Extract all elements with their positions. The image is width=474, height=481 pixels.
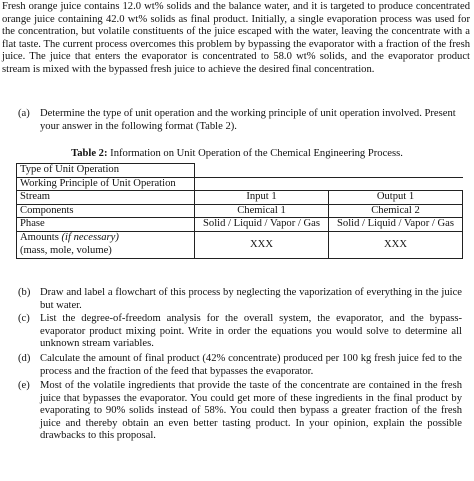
table-caption bbox=[0, 148, 474, 161]
question-e-text: Most of the volatile ingredients that provide the taste of the concentrate are contained in the fresh juice that bypasses the evaporator. You could get more of these ingredients in the final product by evaporating to 90% solids instead of 58%. You could then bypass a greater fraction of the fresh juice and thereby obtain an even better tasting product. In your opinion, explain the possible drawbacks to this proposal. bbox=[40, 380, 462, 442]
output-stream-header: Output 1 bbox=[329, 191, 463, 205]
question-c bbox=[18, 313, 462, 351]
table-row bbox=[17, 191, 463, 205]
question-c-label: (c) bbox=[18, 313, 30, 324]
input-amount-cell: XXX bbox=[195, 231, 329, 258]
row-header-principle: Working Principle of Unit Operation bbox=[17, 177, 195, 191]
output-amount-cell: XXX bbox=[329, 231, 463, 258]
row-header-type: Type of Unit Operation bbox=[17, 164, 195, 178]
row-header-stream: Stream bbox=[17, 191, 195, 205]
row-header-components: Components bbox=[17, 204, 195, 218]
question-b-label: (b) bbox=[18, 287, 31, 298]
table-caption-title: Information on Unit Operation of the Chemical Engineering Process. bbox=[107, 148, 403, 159]
question-b bbox=[18, 287, 462, 312]
output-phase-cell: Solid / Liquid / Vapor / Gas bbox=[329, 218, 463, 232]
question-e-label: (e) bbox=[18, 380, 30, 391]
question-d-label: (d) bbox=[18, 353, 31, 364]
table-row bbox=[17, 218, 463, 232]
type-answer-cell bbox=[195, 164, 463, 178]
table-caption-number: Table 2: bbox=[71, 148, 108, 159]
row-header-phase: Phase bbox=[17, 218, 195, 232]
question-b-text: Draw and label a flowchart of this process by neglecting the vaporization of everything in the juice but water. bbox=[40, 287, 462, 311]
output-component-cell: Chemical 2 bbox=[329, 204, 463, 218]
table-row bbox=[17, 204, 463, 218]
question-a bbox=[18, 108, 458, 133]
problem-statement: Fresh orange juice contains 12.0 wt% solids and the balance water, and it is targeted to produce concentrated orange juice containing 42.0 wt% solids as final product. Initially, a single evaporation process was used for the concentration, but volatile constituents of the juice escaped with the water, leaving the concentrate with a flat taste. The current process overcomes this problem by bypassing the evaporator with a fraction of the fresh juice. The juice that enters the evaporator is concentrated to 58.0 wt% solids, and the evaporator product stream is mixed with the bypassed fresh juice to achieve the desired final concentration. bbox=[2, 1, 470, 75]
table-row bbox=[17, 164, 463, 178]
question-d-text: Calculate the amount of final product (42% concentrate) produced per 100 kg fresh juice fed to the process and the fraction of the feed that bypasses the evaporator. bbox=[40, 353, 462, 377]
unit-operation-table bbox=[16, 163, 463, 259]
input-stream-header: Input 1 bbox=[195, 191, 329, 205]
input-phase-cell: Solid / Liquid / Vapor / Gas bbox=[195, 218, 329, 232]
amounts-units: (mass, mole, volume) bbox=[20, 244, 112, 256]
question-d bbox=[18, 353, 462, 378]
table-row bbox=[17, 231, 463, 258]
amounts-qualifier: (if necessary) bbox=[61, 231, 119, 243]
question-e bbox=[18, 380, 462, 443]
question-a-text: Determine the type of unit operation and the working principle of unit operation involved. Present your answer in the following format (Table 2). bbox=[40, 108, 456, 132]
table-row bbox=[17, 177, 463, 191]
input-component-cell: Chemical 1 bbox=[195, 204, 329, 218]
principle-answer-cell bbox=[195, 177, 463, 191]
question-c-text: List the degree-of-freedom analysis for the overall system, the evaporator, and the bypass-evaporator product mixing point. Write in order the equations you would solve to determine all unknown stream variables. bbox=[40, 313, 462, 350]
question-a-label: (a) bbox=[18, 108, 30, 119]
row-header-amounts bbox=[17, 231, 195, 258]
amounts-label: Amounts bbox=[20, 231, 62, 243]
